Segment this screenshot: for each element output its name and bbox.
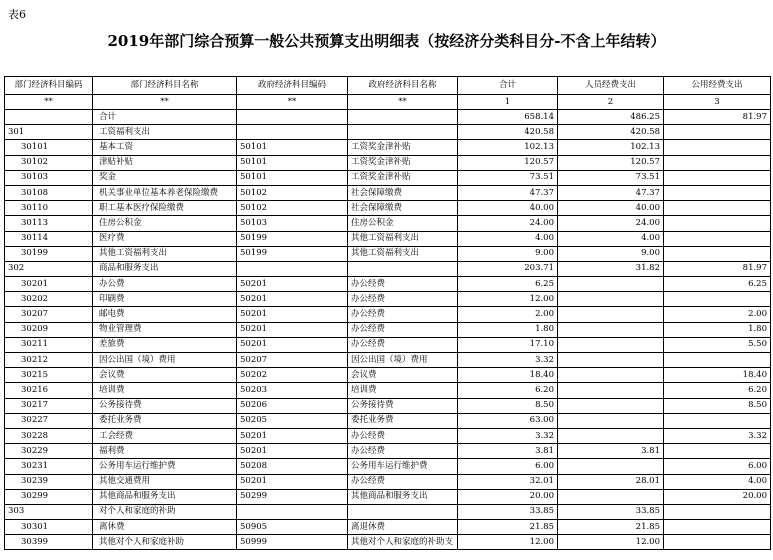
table-row: [5, 520, 771, 535]
dept-name-cell: 住房公积金: [93, 216, 237, 231]
gov-code-cell: 50203: [237, 383, 348, 398]
public-cell: [664, 170, 771, 185]
gov-name-cell: 培训费: [348, 383, 458, 398]
gov-code-cell: 50299: [237, 489, 348, 504]
dept-code-cell: 30227: [5, 413, 93, 428]
dept-code-cell: 30114: [5, 231, 93, 246]
gov-code-cell: 50101: [237, 170, 348, 185]
public-cell: 81.97: [664, 261, 771, 276]
dept-name-cell: 公务接待费: [93, 398, 237, 413]
total-cell: 3.32: [458, 428, 558, 443]
personnel-cell: 420.58: [558, 125, 664, 140]
gov-name-cell: 其他对个人和家庭的补助支: [348, 535, 458, 550]
gov-code-cell: 50999: [237, 535, 348, 550]
index-cell: **: [93, 95, 237, 110]
total-cell: 420.58: [458, 125, 558, 140]
table-row: [5, 277, 771, 292]
gov-name-cell: 其他商品和服务支出: [348, 489, 458, 504]
dept-name-cell: 物业管理费: [93, 322, 237, 337]
personnel-cell: 40.00: [558, 201, 664, 216]
personnel-cell: [558, 413, 664, 428]
dept-name-cell: 公务用车运行维护费: [93, 459, 237, 474]
public-cell: 1.80: [664, 322, 771, 337]
dept-name-cell: 印刷费: [93, 292, 237, 307]
gov-code-cell: 50206: [237, 398, 348, 413]
dept-code-cell: 30228: [5, 428, 93, 443]
gov-code-cell: 50103: [237, 216, 348, 231]
table-row: [5, 140, 771, 155]
total-cell: 102.13: [458, 140, 558, 155]
gov-name-cell: 办公经费: [348, 292, 458, 307]
total-cell: 18.40: [458, 368, 558, 383]
dept-name-cell: 其他商品和服务支出: [93, 489, 237, 504]
total-cell: 12.00: [458, 292, 558, 307]
total-cell: 658.14: [458, 110, 558, 125]
table-row: [5, 201, 771, 216]
gov-name-cell: 其他工资福利支出: [348, 231, 458, 246]
gov-code-cell: [237, 504, 348, 519]
public-cell: [664, 155, 771, 170]
dept-name-cell: 办公费: [93, 277, 237, 292]
gov-name-cell: 离退休费: [348, 520, 458, 535]
gov-code-cell: 50102: [237, 201, 348, 216]
dept-code-cell: 30211: [5, 337, 93, 352]
table-row: [5, 474, 771, 489]
header-total: 合计: [458, 77, 558, 95]
dept-code-cell: 30101: [5, 140, 93, 155]
dept-name-cell: 职工基本医疗保险缴费: [93, 201, 237, 216]
gov-code-cell: 50201: [237, 277, 348, 292]
table-row: [5, 185, 771, 200]
gov-name-cell: 工资奖金津补贴: [348, 170, 458, 185]
header-personnel: 人员经费支出: [558, 77, 664, 95]
index-row: [5, 95, 771, 110]
dept-code-cell: 30215: [5, 368, 93, 383]
table-row: [5, 459, 771, 474]
public-cell: [664, 292, 771, 307]
gov-code-cell: [237, 110, 348, 125]
personnel-cell: 21.85: [558, 520, 664, 535]
dept-name-cell: 其他工资福利支出: [93, 246, 237, 261]
index-cell: 1: [458, 95, 558, 110]
table-row: [5, 489, 771, 504]
gov-name-cell: 办公经费: [348, 307, 458, 322]
table-row: [5, 110, 771, 125]
personnel-cell: 33.85: [558, 504, 664, 519]
index-cell: 2: [558, 95, 664, 110]
gov-code-cell: 50205: [237, 413, 348, 428]
gov-name-cell: 公务用车运行维护费: [348, 459, 458, 474]
personnel-cell: [558, 398, 664, 413]
table-row: [5, 231, 771, 246]
gov-code-cell: 50201: [237, 444, 348, 459]
dept-name-cell: 工会经费: [93, 428, 237, 443]
public-cell: [664, 125, 771, 140]
gov-name-cell: 办公经费: [348, 277, 458, 292]
personnel-cell: 28.01: [558, 474, 664, 489]
header-dept-name: 部门经济科目名称: [93, 77, 237, 95]
gov-name-cell: 工资奖金津补贴: [348, 155, 458, 170]
dept-code-cell: 30113: [5, 216, 93, 231]
dept-name-cell: 委托业务费: [93, 413, 237, 428]
table-row: [5, 535, 771, 550]
public-cell: 20.00: [664, 489, 771, 504]
gov-name-cell: 社会保障缴费: [348, 201, 458, 216]
gov-name-cell: 其他工资福利支出: [348, 246, 458, 261]
gov-name-cell: 委托业务费: [348, 413, 458, 428]
table-row: [5, 170, 771, 185]
total-cell: 21.85: [458, 520, 558, 535]
gov-code-cell: 50102: [237, 185, 348, 200]
table-row: [5, 337, 771, 352]
header-row: [5, 77, 771, 95]
dept-name-cell: 医疗费: [93, 231, 237, 246]
public-cell: [664, 231, 771, 246]
dept-code-cell: 30212: [5, 353, 93, 368]
gov-name-cell: 工资奖金津补贴: [348, 140, 458, 155]
gov-name-cell: 因公出国（境）费用: [348, 353, 458, 368]
total-cell: 17.10: [458, 337, 558, 352]
dept-name-cell: 差旅费: [93, 337, 237, 352]
total-cell: 63.00: [458, 413, 558, 428]
personnel-cell: 120.57: [558, 155, 664, 170]
header-dept-code: 部门经济科目编码: [5, 77, 93, 95]
public-cell: 8.50: [664, 398, 771, 413]
personnel-cell: [558, 489, 664, 504]
header-gov-code: 政府经济科目编码: [237, 77, 348, 95]
dept-code-cell: 30231: [5, 459, 93, 474]
gov-code-cell: 50208: [237, 459, 348, 474]
dept-code-cell: 30229: [5, 444, 93, 459]
budget-table: [4, 76, 771, 550]
dept-code-cell: 30102: [5, 155, 93, 170]
gov-code-cell: 50905: [237, 520, 348, 535]
table-tag: 表6: [8, 8, 26, 21]
dept-code-cell: 303: [5, 504, 93, 519]
public-cell: 4.00: [664, 474, 771, 489]
table-row: [5, 383, 771, 398]
dept-name-cell: 因公出国（境）费用: [93, 353, 237, 368]
dept-code-cell: 30209: [5, 322, 93, 337]
dept-code-cell: 30108: [5, 185, 93, 200]
personnel-cell: 486.25: [558, 110, 664, 125]
gov-code-cell: 50201: [237, 337, 348, 352]
total-cell: 3.81: [458, 444, 558, 459]
dept-name-cell: 工资福利支出: [93, 125, 237, 140]
public-cell: 18.40: [664, 368, 771, 383]
dept-name-cell: 离休费: [93, 520, 237, 535]
public-cell: 6.00: [664, 459, 771, 474]
public-cell: [664, 504, 771, 519]
dept-code-cell: 30199: [5, 246, 93, 261]
table-row: [5, 125, 771, 140]
dept-code-cell: 30299: [5, 489, 93, 504]
dept-code-cell: 30399: [5, 535, 93, 550]
dept-code-cell: 30301: [5, 520, 93, 535]
dept-code-cell: 30202: [5, 292, 93, 307]
public-cell: [664, 413, 771, 428]
dept-name-cell: 福利费: [93, 444, 237, 459]
public-cell: [664, 353, 771, 368]
table-row: [5, 353, 771, 368]
dept-code-cell: 30103: [5, 170, 93, 185]
total-cell: 203.71: [458, 261, 558, 276]
total-cell: 6.20: [458, 383, 558, 398]
personnel-cell: [558, 307, 664, 322]
dept-code-cell: 30239: [5, 474, 93, 489]
gov-name-cell: 办公经费: [348, 428, 458, 443]
gov-name-cell: 住房公积金: [348, 216, 458, 231]
index-cell: **: [5, 95, 93, 110]
table-row: [5, 216, 771, 231]
personnel-cell: [558, 292, 664, 307]
personnel-cell: 47.37: [558, 185, 664, 200]
dept-code-cell: 30110: [5, 201, 93, 216]
personnel-cell: 31.82: [558, 261, 664, 276]
total-cell: 47.37: [458, 185, 558, 200]
gov-name-cell: 办公经费: [348, 474, 458, 489]
dept-name-cell: 邮电费: [93, 307, 237, 322]
gov-name-cell: [348, 110, 458, 125]
gov-code-cell: 50101: [237, 155, 348, 170]
public-cell: 5.50: [664, 337, 771, 352]
dept-name-cell: 其他交通费用: [93, 474, 237, 489]
total-cell: 73.51: [458, 170, 558, 185]
table-row: [5, 368, 771, 383]
table-row: [5, 292, 771, 307]
dept-code-cell: 30207: [5, 307, 93, 322]
gov-name-cell: [348, 504, 458, 519]
dept-code-cell: 30216: [5, 383, 93, 398]
table-body: [5, 110, 771, 550]
public-cell: 2.00: [664, 307, 771, 322]
public-cell: [664, 201, 771, 216]
table-row: [5, 398, 771, 413]
table-row: [5, 428, 771, 443]
dept-name-cell: 会议费: [93, 368, 237, 383]
personnel-cell: [558, 428, 664, 443]
table-row: [5, 504, 771, 519]
dept-name-cell: 津贴补贴: [93, 155, 237, 170]
personnel-cell: 24.00: [558, 216, 664, 231]
personnel-cell: [558, 322, 664, 337]
header-gov-name: 政府经济科目名称: [348, 77, 458, 95]
total-cell: 24.00: [458, 216, 558, 231]
index-cell: **: [348, 95, 458, 110]
public-cell: [664, 246, 771, 261]
gov-code-cell: 50201: [237, 322, 348, 337]
public-cell: 3.32: [664, 428, 771, 443]
personnel-cell: [558, 277, 664, 292]
total-cell: 9.00: [458, 246, 558, 261]
total-cell: 20.00: [458, 489, 558, 504]
dept-code-cell: 301: [5, 125, 93, 140]
gov-code-cell: 50199: [237, 231, 348, 246]
public-cell: [664, 535, 771, 550]
total-cell: 32.01: [458, 474, 558, 489]
total-cell: 8.50: [458, 398, 558, 413]
table-row: [5, 261, 771, 276]
dept-code-cell: 30217: [5, 398, 93, 413]
gov-name-cell: 会议费: [348, 368, 458, 383]
gov-code-cell: 50207: [237, 353, 348, 368]
gov-code-cell: 50201: [237, 307, 348, 322]
header-public: 公用经费支出: [664, 77, 771, 95]
table-row: [5, 413, 771, 428]
dept-name-cell: 机关事业单位基本养老保险缴费: [93, 185, 237, 200]
total-cell: 6.25: [458, 277, 558, 292]
gov-code-cell: 50201: [237, 428, 348, 443]
personnel-cell: [558, 337, 664, 352]
personnel-cell: 3.81: [558, 444, 664, 459]
public-cell: 6.25: [664, 277, 771, 292]
dept-code-cell: 302: [5, 261, 93, 276]
gov-code-cell: [237, 261, 348, 276]
total-cell: 12.00: [458, 535, 558, 550]
total-cell: 33.85: [458, 504, 558, 519]
dept-name-cell: 培训费: [93, 383, 237, 398]
dept-code-cell: 30201: [5, 277, 93, 292]
public-cell: 6.20: [664, 383, 771, 398]
gov-name-cell: 办公经费: [348, 444, 458, 459]
table-row: [5, 322, 771, 337]
personnel-cell: 73.51: [558, 170, 664, 185]
total-cell: 2.00: [458, 307, 558, 322]
total-cell: 1.80: [458, 322, 558, 337]
gov-name-cell: 办公经费: [348, 322, 458, 337]
total-cell: 4.00: [458, 231, 558, 246]
personnel-cell: [558, 383, 664, 398]
personnel-cell: [558, 459, 664, 474]
public-cell: [664, 520, 771, 535]
index-cell: **: [237, 95, 348, 110]
table-row: [5, 444, 771, 459]
table-row: [5, 155, 771, 170]
personnel-cell: 4.00: [558, 231, 664, 246]
public-cell: [664, 140, 771, 155]
table-row: [5, 246, 771, 261]
gov-name-cell: [348, 125, 458, 140]
total-cell: 40.00: [458, 201, 558, 216]
gov-name-cell: 办公经费: [348, 337, 458, 352]
public-cell: 81.97: [664, 110, 771, 125]
total-cell: 120.57: [458, 155, 558, 170]
public-cell: [664, 444, 771, 459]
public-cell: [664, 185, 771, 200]
dept-name-cell: 商品和服务支出: [93, 261, 237, 276]
gov-code-cell: [237, 125, 348, 140]
gov-name-cell: 公务接待费: [348, 398, 458, 413]
dept-name-cell: 合计: [93, 110, 237, 125]
public-cell: [664, 216, 771, 231]
dept-code-cell: [5, 110, 93, 125]
gov-code-cell: 50201: [237, 292, 348, 307]
dept-name-cell: 奖金: [93, 170, 237, 185]
gov-name-cell: 社会保障缴费: [348, 185, 458, 200]
personnel-cell: [558, 368, 664, 383]
total-cell: 3.32: [458, 353, 558, 368]
gov-code-cell: 50199: [237, 246, 348, 261]
personnel-cell: [558, 353, 664, 368]
personnel-cell: 102.13: [558, 140, 664, 155]
total-cell: 6.00: [458, 459, 558, 474]
dept-name-cell: 基本工资: [93, 140, 237, 155]
personnel-cell: 9.00: [558, 246, 664, 261]
gov-code-cell: 50202: [237, 368, 348, 383]
dept-name-cell: 对个人和家庭的补助: [93, 504, 237, 519]
index-cell: 3: [664, 95, 771, 110]
gov-code-cell: 50201: [237, 474, 348, 489]
dept-name-cell: 其他对个人和家庭补助: [93, 535, 237, 550]
table-row: [5, 307, 771, 322]
page-title: 2019年部门综合预算一般公共预算支出明细表（按经济分类科目分-不含上年结转）: [107, 32, 666, 50]
gov-name-cell: [348, 261, 458, 276]
personnel-cell: 12.00: [558, 535, 664, 550]
gov-code-cell: 50101: [237, 140, 348, 155]
